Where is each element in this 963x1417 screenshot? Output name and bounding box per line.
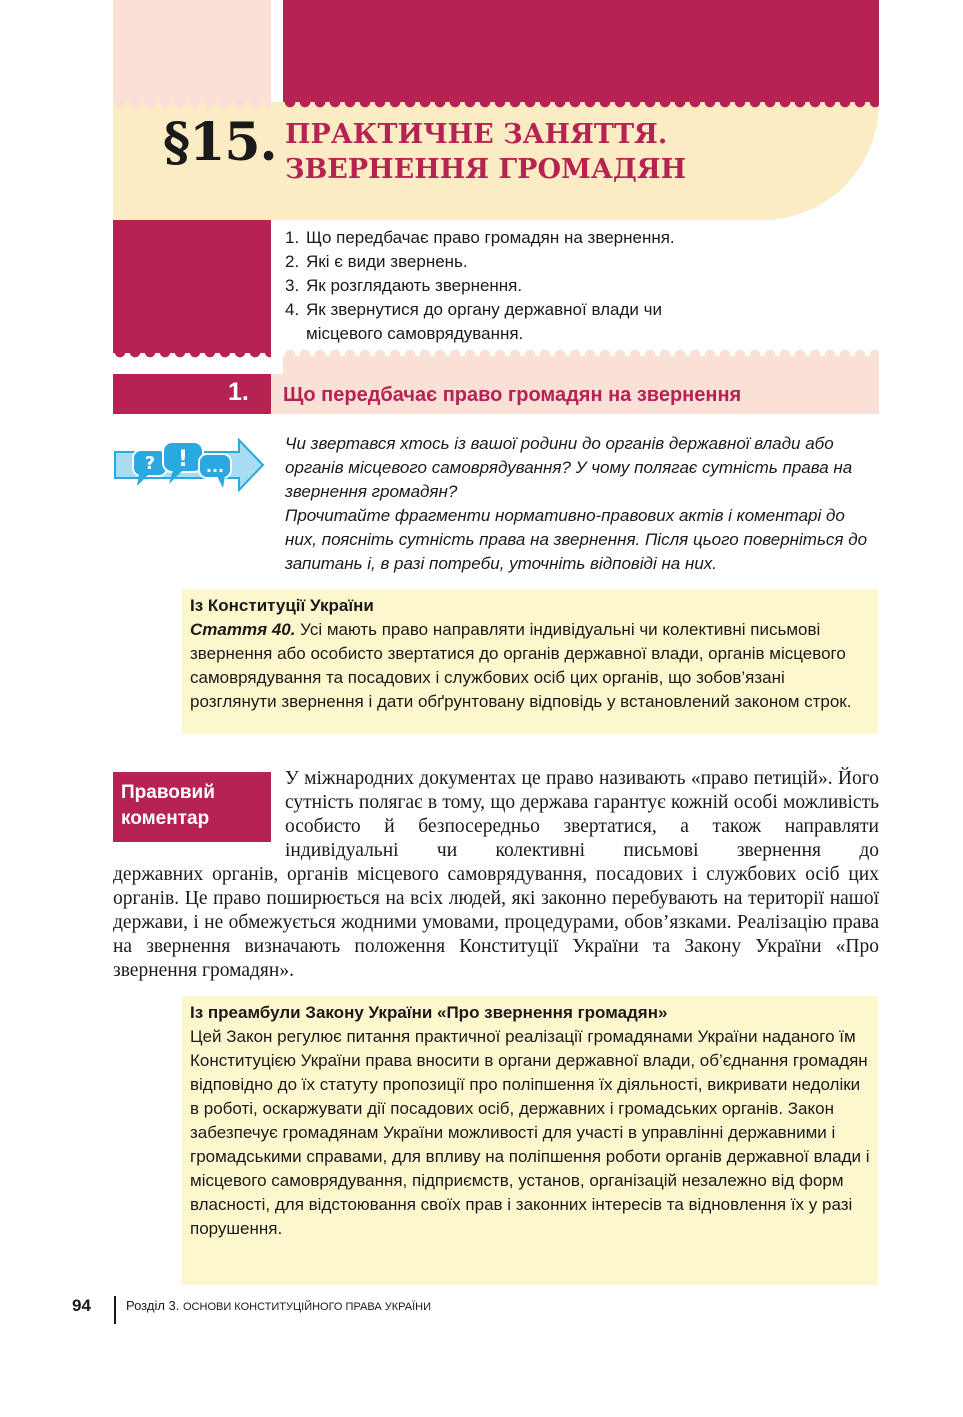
- section-number: §15.: [163, 112, 277, 173]
- questions-scallop-edge-pink: [283, 348, 879, 362]
- section-heading-number: 1.: [228, 378, 249, 406]
- legal-comment-text-part1: У міжнародних документах це право називають «право петицій». Його сутність полягає в тому, що держава гарантує кожній особі можливість особисто й безпосередньо звертатися, а також направляти індивідуальні чи колективні письмові звернення до: [285, 768, 879, 861]
- page-title: [285, 117, 686, 187]
- legal-comment-label: Правовий коментар: [121, 782, 215, 829]
- svg-text:...: ...: [205, 457, 225, 476]
- header-scallop-edge: [283, 95, 879, 109]
- question-exclamation-speech-bubbles-icon: [113, 436, 268, 494]
- section-intro-text: [285, 432, 880, 576]
- list-item: 4. Як звернутися до органу державної влади чи місцевого самоврядування.: [285, 300, 662, 343]
- legal-comment-text-part2: державних органів, органів місцевого самоврядування, посадових і службових осіб цих органів. Це право поширюється на всіх людей, які законно перебувають на території нашої держави, і не обмежується жодними умовами, процедурами, обов’язками. Реалізацію права на звернення визначають положення Конституції України та Закону України «Про звернення громадян».: [113, 864, 879, 981]
- svg-text:!: !: [177, 447, 189, 472]
- law-quote-box: [182, 996, 878, 1285]
- questions-side-block: [113, 220, 271, 353]
- article-label: Стаття 40.: [190, 620, 296, 639]
- constitution-quote-box: [182, 589, 878, 734]
- intro-paragraph-1: Чи звертався хтось із вашої родини до органів державної влади або органів місцевого самоврядування? У чому полягає сутність права на звернення громадян?: [285, 434, 853, 501]
- header-crimson-block: [283, 0, 879, 102]
- constitution-quote-text: Стаття 40. Усі мають право направляти індивідуальні чи колективні письмові звернення або особисто звертатися до органів державної влади, органів місцевого самоврядування та посадових і службових осіб цих органів, що зобов’язані розглянути звернення і дати обґрунтовану відповідь у встановлений законом строк.: [190, 620, 852, 711]
- header-pink-block: [113, 0, 271, 110]
- law-quote-text: Цей Закон регулює питання практичної реалізації громадянами України наданого їм Конституцією України права вносити в органи державної влади, об’єднання громадян відповідно до їх статуту пропозиції про поліпшення їх діяльності, викривати недоліки в роботі, оскаржувати дії посадових осіб, державних і громадських органів. Закон забезпечує громадянам України можливості для участі в управлінні державними і громадськими справами, для впливу на поліпшення роботи органів державної влади і місцевого самоврядування, підприємств, установ, організацій незалежно від форм власності, для відстоювання своїх прав і законних інтересів та відновлення їх у разі порушення.: [190, 1027, 870, 1238]
- svg-text:?: ?: [144, 453, 156, 474]
- questions-scallop-edge: [113, 345, 271, 359]
- law-quote-heading: Із преамбули Закону України «Про звернення громадян»: [190, 1003, 668, 1022]
- header-scallop-edge-pink: [113, 96, 271, 110]
- list-item: 1. Що передбачає право громадян на звернення.: [285, 228, 675, 247]
- footer-divider: [114, 1296, 116, 1324]
- page-title-line2: ЗВЕРНЕННЯ ГРОМАДЯН: [285, 154, 687, 185]
- list-item: 3. Як розглядають звернення.: [285, 276, 523, 295]
- section-heading-title: Що передбачає право громадян на звернення: [283, 384, 742, 406]
- list-item: 2. Які є види звернень.: [285, 252, 468, 271]
- constitution-quote-heading: Із Конституції України: [190, 596, 374, 615]
- page-title-line1: ПРАКТИЧНЕ ЗАНЯТТЯ.: [285, 119, 668, 150]
- intro-paragraph-2: Прочитайте фрагменти нормативно-правових актів і коментарі до них, поясніть сутність права на звернення. Після цього поверніться до запитань і, в разі потреби, уточніть відповіді на них.: [285, 506, 868, 573]
- page-number: 94: [72, 1296, 91, 1315]
- lesson-questions-list: [285, 226, 726, 346]
- footer-chapter: Розділ 3. ОСНОВИ КОНСТИТУЦІЙНОГО ПРАВА УКРАЇНИ: [126, 1298, 431, 1313]
